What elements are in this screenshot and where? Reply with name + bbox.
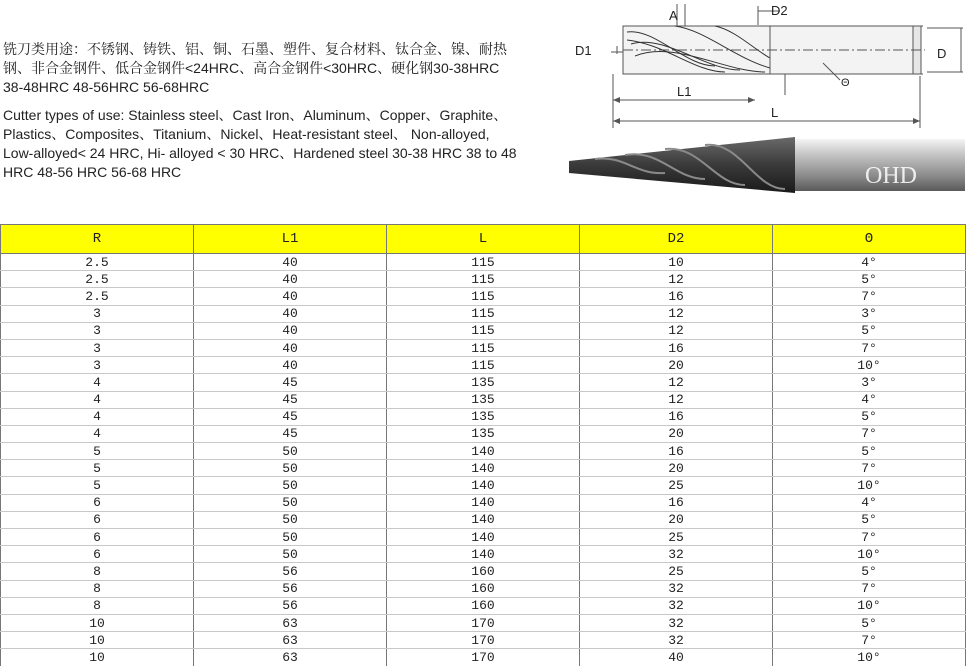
cell-d2: 12 <box>580 322 773 339</box>
cell-d2: 40 <box>580 649 773 666</box>
table-row <box>1 494 966 511</box>
cell-l: 170 <box>387 614 580 631</box>
cell-theta: 5° <box>773 443 966 460</box>
cell-theta: 3° <box>773 374 966 391</box>
table-row <box>1 563 966 580</box>
table-row <box>1 271 966 288</box>
cell-l: 140 <box>387 443 580 460</box>
cell-theta: 10° <box>773 477 966 494</box>
cell-l: 140 <box>387 494 580 511</box>
cell-theta: 7° <box>773 425 966 442</box>
cell-l1: 50 <box>194 477 387 494</box>
cell-l: 115 <box>387 322 580 339</box>
cell-l1: 45 <box>194 374 387 391</box>
cell-l1: 45 <box>194 425 387 442</box>
cell-theta: 4° <box>773 254 966 271</box>
cell-d2: 16 <box>580 339 773 356</box>
cell-l: 140 <box>387 529 580 546</box>
cell-d2: 32 <box>580 614 773 631</box>
cell-l1: 50 <box>194 443 387 460</box>
cell-d2: 25 <box>580 477 773 494</box>
table-row <box>1 614 966 631</box>
cell-l: 115 <box>387 271 580 288</box>
cell-d2: 16 <box>580 443 773 460</box>
cell-theta: 7° <box>773 580 966 597</box>
cell-r: 8 <box>1 580 194 597</box>
cell-theta: 10° <box>773 357 966 374</box>
cell-theta: 7° <box>773 632 966 649</box>
table-row <box>1 580 966 597</box>
cell-theta: 3° <box>773 305 966 322</box>
cell-d2: 16 <box>580 288 773 305</box>
cell-theta: 7° <box>773 529 966 546</box>
cell-theta: 4° <box>773 391 966 408</box>
cell-d2: 12 <box>580 374 773 391</box>
cell-d2: 25 <box>580 529 773 546</box>
table-row <box>1 477 966 494</box>
cell-l1: 45 <box>194 391 387 408</box>
cell-d2: 10 <box>580 254 773 271</box>
table-row <box>1 288 966 305</box>
cell-theta: 7° <box>773 460 966 477</box>
cell-theta: 5° <box>773 271 966 288</box>
table-row <box>1 339 966 356</box>
label-theta: Θ <box>841 77 850 89</box>
table-row <box>1 511 966 528</box>
cell-r: 4 <box>1 374 194 391</box>
cell-l: 170 <box>387 649 580 666</box>
table-header-row <box>1 225 966 254</box>
cell-r: 6 <box>1 511 194 528</box>
table-row <box>1 546 966 563</box>
cell-d2: 12 <box>580 271 773 288</box>
cell-l1: 56 <box>194 580 387 597</box>
cell-r: 2.5 <box>1 254 194 271</box>
tool-photo <box>565 133 967 197</box>
cell-l1: 50 <box>194 460 387 477</box>
cell-theta: 5° <box>773 563 966 580</box>
header-l: L <box>387 225 580 254</box>
cell-l1: 50 <box>194 546 387 563</box>
cell-d2: 32 <box>580 546 773 563</box>
cell-r: 4 <box>1 408 194 425</box>
header-r: R <box>1 225 194 254</box>
cell-l: 115 <box>387 288 580 305</box>
cell-theta: 5° <box>773 322 966 339</box>
cell-r: 2.5 <box>1 288 194 305</box>
cell-l: 160 <box>387 597 580 614</box>
cell-l: 135 <box>387 408 580 425</box>
cell-r: 5 <box>1 460 194 477</box>
cell-l1: 40 <box>194 322 387 339</box>
label-l1: L1 <box>677 84 692 99</box>
table-row <box>1 460 966 477</box>
table-row <box>1 391 966 408</box>
label-d1: D1 <box>575 43 592 58</box>
cell-l: 160 <box>387 580 580 597</box>
cell-l: 115 <box>387 254 580 271</box>
table-row <box>1 443 966 460</box>
table-row <box>1 305 966 322</box>
table-row <box>1 425 966 442</box>
cell-l1: 63 <box>194 632 387 649</box>
cell-r: 6 <box>1 494 194 511</box>
cell-r: 4 <box>1 425 194 442</box>
cell-l1: 50 <box>194 529 387 546</box>
table-row <box>1 408 966 425</box>
cell-l: 135 <box>387 391 580 408</box>
cell-r: 10 <box>1 614 194 631</box>
spec-table <box>0 224 966 666</box>
cell-d2: 12 <box>580 391 773 408</box>
usage-description <box>3 40 523 182</box>
cell-l1: 40 <box>194 271 387 288</box>
cell-d2: 20 <box>580 511 773 528</box>
cell-r: 4 <box>1 391 194 408</box>
cell-l1: 50 <box>194 494 387 511</box>
cell-l1: 63 <box>194 649 387 666</box>
cell-l: 140 <box>387 546 580 563</box>
cell-theta: 10° <box>773 597 966 614</box>
cell-l1: 40 <box>194 288 387 305</box>
cell-r: 5 <box>1 477 194 494</box>
usage-text-chinese: 铣刀类用途：不锈钢、铸铁、铝、铜、石墨、塑件、复合材料、钛合金、镍、耐热钢、非合金钢件、低合金钢件<24HRC、高合金钢件<30HRC、硬化钢30-38HRC 38-48HRC 48-56HRC 56-68HRC <box>3 41 507 95</box>
table-row <box>1 357 966 374</box>
cell-l1: 40 <box>194 305 387 322</box>
cell-l: 140 <box>387 477 580 494</box>
cell-r: 8 <box>1 563 194 580</box>
cell-theta: 5° <box>773 408 966 425</box>
cell-l1: 45 <box>194 408 387 425</box>
cell-d2: 32 <box>580 632 773 649</box>
cell-r: 5 <box>1 443 194 460</box>
cell-l1: 50 <box>194 511 387 528</box>
cell-theta: 7° <box>773 288 966 305</box>
header-d2: D2 <box>580 225 773 254</box>
cell-l: 135 <box>387 374 580 391</box>
cell-theta: 5° <box>773 511 966 528</box>
cell-r: 3 <box>1 357 194 374</box>
label-a: A <box>669 8 678 23</box>
cell-l1: 63 <box>194 614 387 631</box>
cell-d2: 12 <box>580 305 773 322</box>
cell-r: 6 <box>1 546 194 563</box>
cell-r: 3 <box>1 305 194 322</box>
cell-l1: 56 <box>194 597 387 614</box>
usage-text-english: Cutter types of use: Stainless steel、Cast Iron、Aluminum、Copper、Graphite、Plastics、Composites、Titanium、Nickel、Heat-resistant steel、 Non-alloyed, Low-alloyed< 24 HRC, Hi- alloyed < 30 HRC、Hardened steel 30-38 HRC 38 to 48 HRC 48-56 HRC 56-68 HRC <box>3 107 517 180</box>
brand-watermark: OHD <box>865 163 917 189</box>
cell-r: 3 <box>1 322 194 339</box>
cell-theta: 10° <box>773 649 966 666</box>
table-row <box>1 632 966 649</box>
cell-l: 115 <box>387 357 580 374</box>
cell-l: 170 <box>387 632 580 649</box>
cell-l: 115 <box>387 339 580 356</box>
header-theta: Θ <box>773 225 966 254</box>
label-d: D <box>937 46 947 61</box>
table-row <box>1 254 966 271</box>
cell-d2: 25 <box>580 563 773 580</box>
cell-r: 10 <box>1 632 194 649</box>
cell-r: 6 <box>1 529 194 546</box>
cell-l: 140 <box>387 511 580 528</box>
cell-theta: 10° <box>773 546 966 563</box>
label-d2: D2 <box>771 3 788 18</box>
cell-l: 140 <box>387 460 580 477</box>
table-row <box>1 322 966 339</box>
table-row <box>1 374 966 391</box>
cell-theta: 5° <box>773 614 966 631</box>
cell-l1: 40 <box>194 339 387 356</box>
cell-r: 3 <box>1 339 194 356</box>
cell-d2: 20 <box>580 357 773 374</box>
cell-d2: 16 <box>580 494 773 511</box>
cell-l: 160 <box>387 563 580 580</box>
cell-theta: 7° <box>773 339 966 356</box>
cell-l1: 40 <box>194 254 387 271</box>
cell-d2: 32 <box>580 580 773 597</box>
cell-l: 135 <box>387 425 580 442</box>
cell-d2: 20 <box>580 425 773 442</box>
cell-d2: 20 <box>580 460 773 477</box>
table-row <box>1 597 966 614</box>
table-row <box>1 649 966 666</box>
cell-r: 10 <box>1 649 194 666</box>
cell-theta: 4° <box>773 494 966 511</box>
cell-r: 8 <box>1 597 194 614</box>
cell-l1: 56 <box>194 563 387 580</box>
cell-d2: 32 <box>580 597 773 614</box>
table-body <box>1 254 966 666</box>
cell-d2: 16 <box>580 408 773 425</box>
cell-l: 115 <box>387 305 580 322</box>
label-l: L <box>771 105 779 120</box>
table-row <box>1 529 966 546</box>
header-l1: L1 <box>194 225 387 254</box>
cell-r: 2.5 <box>1 271 194 288</box>
cell-l1: 40 <box>194 357 387 374</box>
